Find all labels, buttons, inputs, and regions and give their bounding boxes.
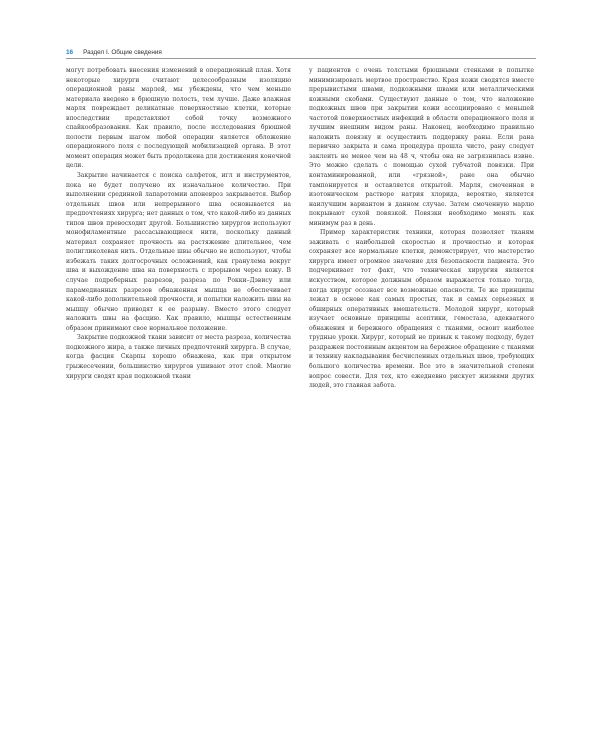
paragraph: у пациентов с очень толстыми брюшными стенками в попытке минимизировать мертвое пространство. Края кожи сводятся вместе прерывистыми швами, подкожными швами или металлическими кожными скобами. Существуют данные о том, что наложение подкожных швов при закрытии кожи ассоциировано с меньшей частотой поверхностных инфекций в области операционного поля и лучшим внешним видом раны. Наконец, необходимо правильно наложить повязку и осуществить поддержку раны. Если рана первично закрыта и сама процедура прошла чисто, рану следует заклеить не менее чем на 48 ч, чтобы она не загрязнилась извне. Это можно сделать с помощью сухой губчатой повязки. При контаминированной, или «грязной», ране она обычно тампонируется и оставляется открытой. Марля, смоченная в изотоническом растворе натрия хлорида, вероятно, является наилучшим вариантом в данном случае. Затем смоченную марлю покрывают сухой повязкой. Повязки необходимо менять как минимум раз в день.: [309, 67, 534, 227]
header-divider: [66, 58, 536, 59]
page-number: 16: [66, 48, 74, 56]
running-header: [66, 45, 536, 59]
paragraph: Пример характеристик техники, которая позволяет тканям заживать с наибольшей скоростью и прочностью и которая сохраняет все нормальные клетки, демонстрирует, что мастерство хирурга имеет огромное значение для безопасности пациента. Это подчеркивает тот факт, что техническая хирургия является искусством, которое должным образом выражается только тогда, когда хирург осознает все возможные опасности. Те же принципы лежат в основе как самых простых, так и самых серьезных и обширных оперативных вмешательств. Молодой хирург, который изучает основные принципы асептики, гемостаза, адекватного обнажения и бережного обращения с тканями, освоит наиболее трудные уроки. Хирург, который не привык к такому подходу, будет раздражен постоянным акцентом на бережное обращение с тканями и технику накладывания бесчисленных отдельных швов, требующих большого количества времени. Все это в значительной степени вопрос совести. Для тех, кто ежедневно рискует жизнями других людей, это главная забота.: [309, 229, 534, 390]
paragraph: могут потребовать внесения изменений в операционный план. Хотя некоторые хирурги считают целесообразным изоляцию операционной раны марлей, мы убеждены, что чем меньше материала введено в брюшную полость, тем лучше. Даже влажная марля повреждает деликатные поверхностные клетки, которые впоследствии представляют собой точку возможного спайкообразования. Как правило, после исследования брюшной полости первым шагом любой операции является обложение операционного поля с последующей мобилизацией органа. В этот момент операция может быть продолжена для достижения конечной цели.: [66, 67, 291, 170]
right-text-column: [309, 66, 534, 391]
paragraph: Закрытие подкожной ткани зависит от места разреза, количества подкожного жира, а также личных предпочтений хирурга. В случае, когда фасция Скарпы хорошо обнажена, как при открытом грыжесечении, большинство хирургов ушивают этот слой. Многие хирурги сводят края подкожной ткани: [66, 334, 291, 380]
left-text-column: [66, 66, 291, 381]
section-title: Раздел I. Общие сведения: [83, 48, 162, 56]
paragraph: Закрытие начинается с поиска салфеток, игл и инструментов, пока не будет получено их изначальное количество. При выполнении срединной лапаротомии апоневроз закрывается. Выбор отдельных швов или непрерывного шва основывается на предпочтениях хирурга; нет данных о том, что какой-либо из данных типов швов превосходит другой. Большинство хирургов используют монофиламентные рассасывающиеся нити, поскольку данный материал сохраняет прочность на растяжение длительнее, чем полигликолевая нить. Отдельные швы обычно не используют, чтобы избежать таких долгосрочных осложнений, как гранулема вокруг шва и выхождение шва на поверхность с прорывом через кожу. В случае подреберных разрезов, разреза по Рокки–Дэвису или парамедианных разрезов обнаженная мышца не обеспечивает какой-либо дополнительной прочности, и попытки наложить швы на мышцу обычно приводят к ее разрыву. Вместо этого следует наложить швы на фасцию. Как правило, мышцы естественным образом принимают свое нормальное положение.: [66, 172, 291, 332]
